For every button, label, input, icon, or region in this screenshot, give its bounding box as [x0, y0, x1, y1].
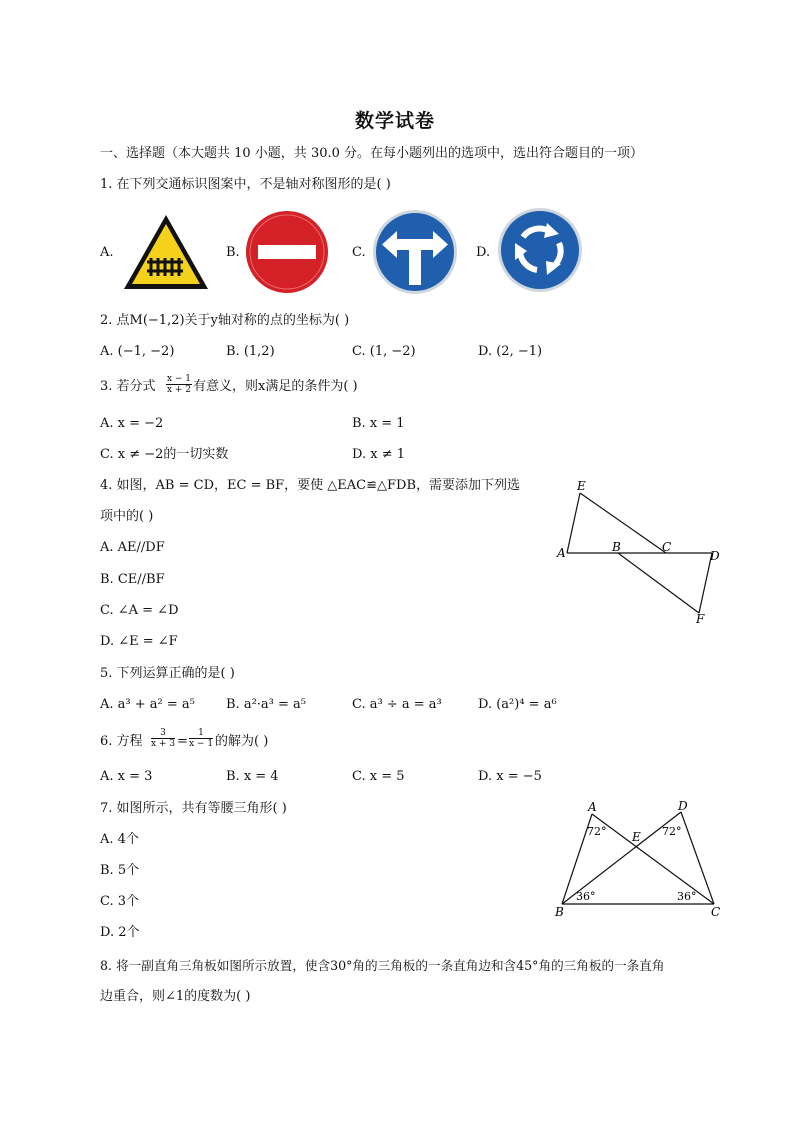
roundabout-sign-icon: [497, 207, 583, 293]
q1-option-a-label: A.: [100, 245, 114, 260]
section-header: 一、选择题（本大题共 10 小题，共 30.0 分。在每小题列出的选项中，选出符合题目的一项）: [100, 146, 644, 161]
question-4-stem-line1: 4. 如图，AB = CD，EC = BF，要使 △EAC≌△FDB，需要添加下列选: [100, 478, 521, 493]
q6-fraction-1-numerator: 3: [151, 728, 175, 739]
q7-label-C: C: [711, 905, 721, 919]
no-entry-sign-icon: [245, 210, 329, 294]
question-8-stem-line2: 边重合，则∠1的度数为( ): [100, 989, 251, 1004]
q6-fraction-2-numerator: 1: [189, 728, 213, 739]
q2-option-c: C. (1, −2): [352, 344, 416, 359]
q3-fraction-numerator: x − 1: [166, 374, 192, 384]
q5-option-c: C. a³ ÷ a = a³: [352, 697, 442, 712]
q4-option-a: A. AE//DF: [100, 540, 165, 555]
q3-option-b: B. x = 1: [352, 416, 405, 431]
q2-option-d: D. (2, −1): [478, 344, 543, 359]
q2-option-b: B. (1,2): [226, 344, 275, 359]
q4-option-d: D. ∠E = ∠F: [100, 634, 178, 649]
q5-option-d: D. (a²)⁴ = a⁶: [478, 697, 557, 712]
q7-label-A: A: [588, 800, 597, 814]
question-3-stem-prefix: 3. 若分式: [100, 379, 156, 394]
q6-option-b: B. x = 4: [226, 769, 279, 784]
q4-label-E: E: [577, 479, 586, 493]
question-3-stem-suffix: 有意义，则x满足的条件为( ): [193, 379, 358, 394]
q5-option-a: A. a³ + a² = a⁵: [100, 697, 195, 712]
q4-label-B: B: [612, 540, 621, 554]
q5-option-b: B. a²·a³ = a⁵: [226, 697, 306, 712]
q7-option-a: A. 4个: [100, 832, 139, 847]
q6-fraction-1-denominator: x + 3: [151, 739, 176, 749]
q6-option-c: C. x = 5: [352, 769, 405, 784]
q4-option-c: C. ∠A = ∠D: [100, 603, 179, 618]
page-title: 数学试卷: [355, 110, 436, 132]
q6-fraction-1: [151, 728, 175, 749]
question-6-stem-prefix: 6. 方程: [100, 734, 143, 749]
q7-angle-A: 72°: [587, 825, 607, 838]
q6-fraction-2-denominator: x − 1: [189, 739, 214, 749]
q7-option-b: B. 5个: [100, 863, 140, 878]
q4-option-b: B. CE//BF: [100, 572, 165, 587]
question-5-stem: 5. 下列运算正确的是( ): [100, 666, 235, 681]
q7-label-E: E: [632, 830, 641, 844]
q4-label-D: D: [710, 549, 720, 563]
q6-option-d: D. x = −5: [478, 769, 542, 784]
q3-fraction-denominator: x + 2: [166, 385, 192, 395]
railway-crossing-warning-icon: [121, 212, 211, 292]
q3-option-a: A. x = −2: [100, 416, 164, 431]
q7-option-c: C. 3个: [100, 894, 140, 909]
q4-label-A: A: [557, 546, 566, 560]
q7-angle-C: 36°: [677, 890, 697, 903]
question-1-stem: 1. 在下列交通标识图案中，不是轴对称图形的是( ): [100, 177, 391, 192]
q7-label-B: B: [555, 905, 564, 919]
turn-left-or-right-sign-icon: [372, 209, 458, 295]
q1-option-d-label: D.: [476, 245, 491, 260]
q6-fraction-2: [189, 728, 213, 749]
q3-fraction: [166, 374, 192, 395]
q1-option-c-label: C.: [352, 245, 366, 260]
q3-option-d: D. x ≠ 1: [352, 447, 405, 462]
q7-angle-D: 72°: [662, 825, 682, 838]
question-7-stem: 7. 如图所示，共有等腰三角形( ): [100, 801, 287, 816]
question-4-stem-line2: 项中的( ): [100, 509, 154, 524]
q4-label-F: F: [696, 612, 705, 626]
q7-option-d: D. 2个: [100, 925, 140, 940]
q6-option-a: A. x = 3: [100, 769, 153, 784]
q6-equals: =: [177, 734, 188, 749]
question-6-stem-suffix: 的解为( ): [215, 734, 269, 749]
q7-label-D: D: [678, 799, 688, 813]
question-2-stem: 2. 点M(−1,2)关于y轴对称的点的坐标为( ): [100, 313, 350, 328]
q7-angle-B: 36°: [576, 890, 596, 903]
q3-option-c: C. x ≠ −2的一切实数: [100, 447, 229, 462]
q7-geometry-figure: [550, 796, 730, 922]
q1-option-b-label: B.: [226, 245, 240, 260]
q2-option-a: A. (−1, −2): [100, 344, 175, 359]
question-8-stem-line1: 8. 将一副直角三角板如图所示放置，使含30°角的三角板的一条直角边和含45°角的三角板的一条直角: [100, 958, 665, 973]
q4-geometry-figure: [550, 478, 730, 628]
q4-label-C: C: [662, 540, 672, 554]
